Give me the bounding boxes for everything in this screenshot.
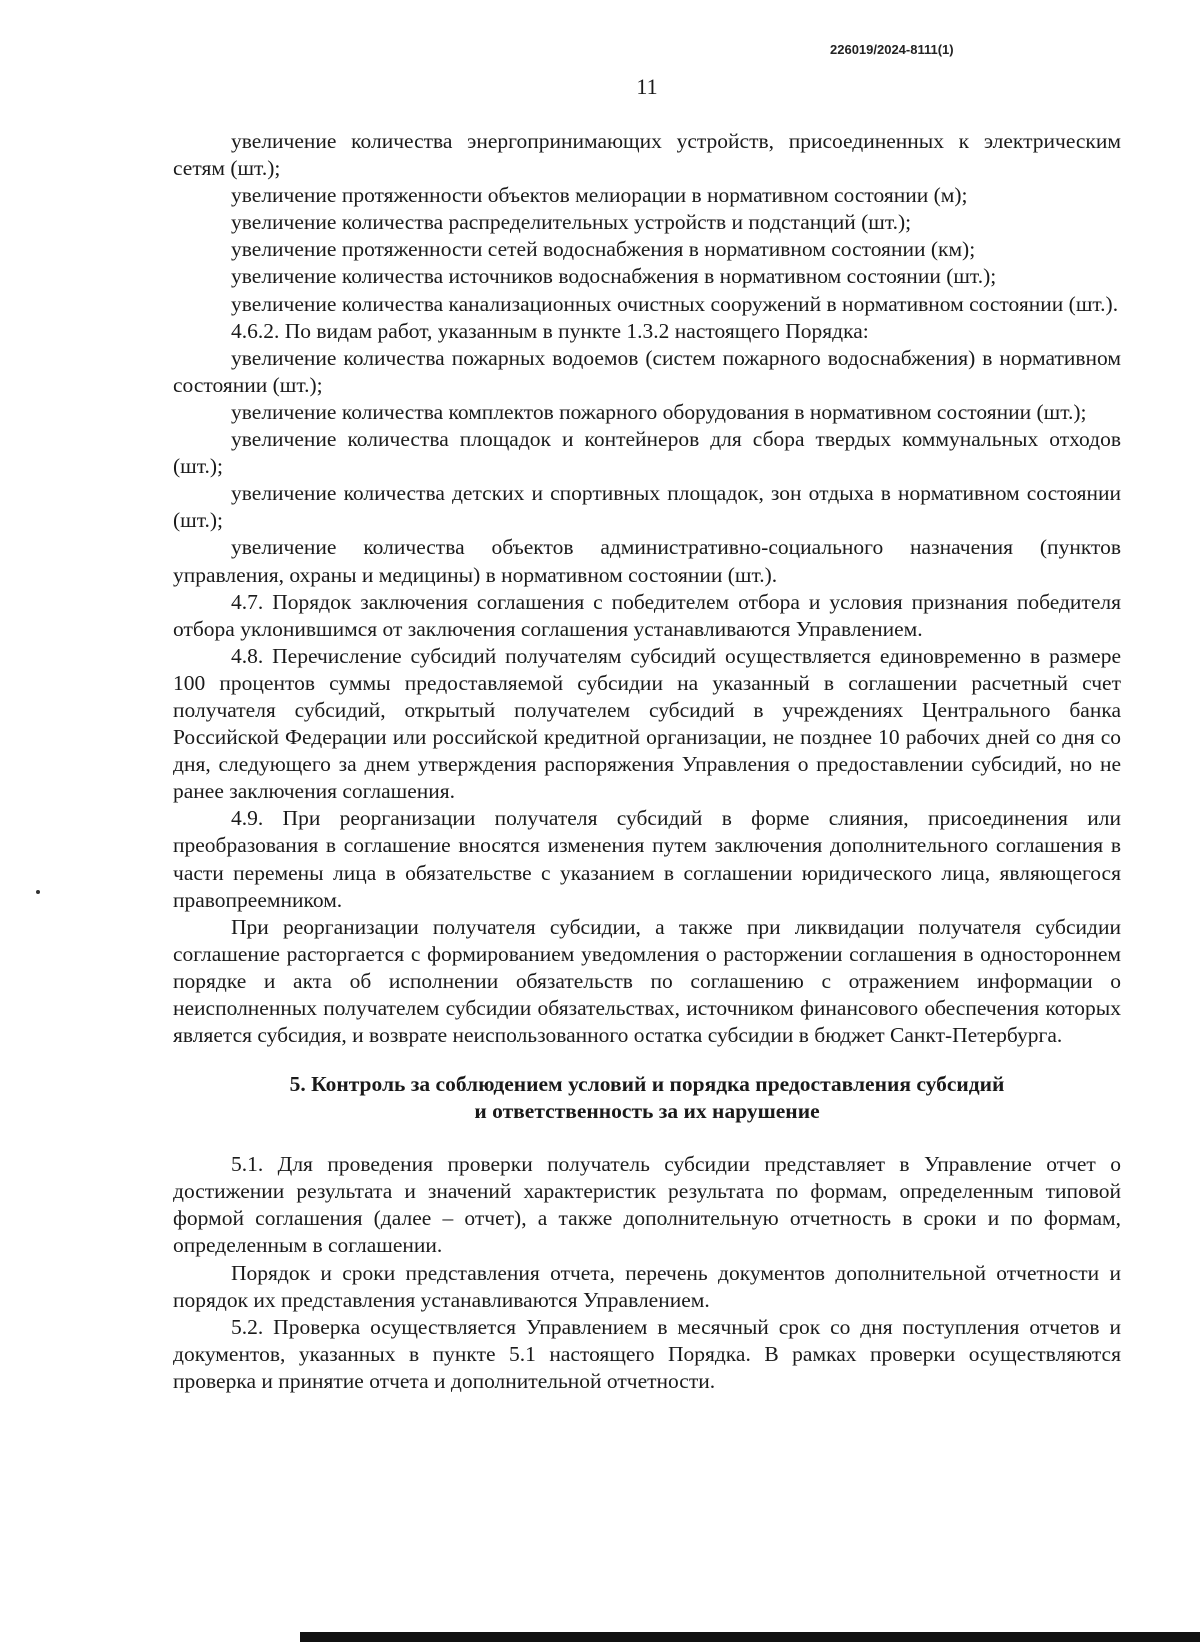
paragraph: увеличение количества канализационных очистных сооружений в нормативном состоянии (шт.).	[231, 291, 1119, 316]
clause-4-6-2: 4.6.2. По видам работ, указанным в пункте 1.3.2 настоящего Порядка:	[231, 318, 869, 343]
paragraph: увеличение количества комплектов пожарного оборудования в нормативном состоянии (шт.);	[231, 399, 1087, 424]
scan-bottom-edge-gap	[0, 1632, 300, 1642]
paragraph: увеличение количества распределительных устройств и подстанций (шт.);	[231, 210, 912, 235]
page-number: 11	[636, 74, 658, 99]
document-registration-number: 226019/2024-8111(1)	[830, 42, 954, 57]
scan-speck	[36, 890, 40, 894]
clause-5-1: 5.1. Для проведения проверки получатель субсидии представляет в Управление отчет о достижении результата и значений характеристик результата по формам, определенным типовой формой соглашения (далее – отчет), а также дополнительную отчетность в сроки и по формам, определенным в соглашении.	[173, 1152, 1121, 1258]
paragraph: увеличение протяженности сетей водоснабжения в нормативном состоянии (км);	[231, 237, 976, 262]
section-5-heading	[173, 1071, 1121, 1125]
paragraph: увеличение количества площадок и контейнеров для сбора твердых коммунальных отходов (шт.);	[173, 427, 1121, 479]
paragraph: увеличение количества объектов административно-социального назначения (пунктов управления, охраны и медицины) в нормативном состоянии (шт.).	[173, 535, 1121, 587]
clause-4-7: 4.7. Порядок заключения соглашения с победителем отбора и условия признания победителя отбора уклонившимся от заключения соглашения устанавливаются Управлением.	[173, 589, 1121, 641]
clause-4-9: 4.9. При реорганизации получателя субсидий в форме слияния, присоединения или преобразования в соглашение вносятся изменения путем заключения дополнительного соглашения в части перемены лица в обязательстве с указанием в соглашении юридического лица, являющегося правопреемником.	[173, 806, 1121, 912]
section-heading-line: 5. Контроль за соблюдением условий и порядка предоставления субсидий	[289, 1072, 1005, 1097]
clause-4-8: 4.8. Перечисление субсидий получателям субсидий осуществляется единовременно в размере 100 процентов суммы предоставляемой субсидии на указанный в соглашении расчетный счет получателя субсидий, открытый получателем субсидий в учреждениях Центрального банка Российской Федерации или российской кредитной организации, не позднее 10 рабочих дней со дня со дня, следующего за днем утверждения распоряжения Управления о предоставлении субсидий, но не ранее заключения соглашения.	[173, 643, 1121, 804]
paragraph: При реорганизации получателя субсидии, а также при ликвидации получателя субсидии соглашение расторгается с формированием уведомления о расторжении соглашения в одностороннем порядке и акта об исполнении обязательств по соглашению с отражением информации о неисполненных получателем субсидии обязательствах, источником финансового обеспечения которых является субсидия, и возврате неиспользованного остатка субсидии в бюджет Санкт-Петербурга.	[173, 914, 1121, 1048]
clause-5-2: 5.2. Проверка осуществляется Управлением в месячный срок со дня поступления отчетов и документов, указанных в пункте 5.1 настоящего Порядка. В рамках проверки осуществляются проверка и принятие отчета и дополнительной отчетности.	[173, 1314, 1121, 1393]
section-heading-line: и ответственность за их нарушение	[474, 1099, 820, 1124]
paragraph: увеличение количества пожарных водоемов (систем пожарного водоснабжения) в нормативном состоянии (шт.);	[173, 345, 1121, 397]
paragraph: увеличение протяженности объектов мелиорации в нормативном состоянии (м);	[231, 183, 968, 208]
paragraph: увеличение количества источников водоснабжения в нормативном состоянии (шт.);	[231, 264, 997, 289]
document-body	[173, 128, 1121, 1395]
paragraph: увеличение количества детских и спортивных площадок, зон отдыха в нормативном состоянии (шт.);	[173, 481, 1121, 533]
paragraph: увеличение количества энергопринимающих устройств, присоединенных к электрическим сетям (шт.);	[173, 129, 1121, 181]
paragraph: Порядок и сроки представления отчета, перечень документов дополнительной отчетности и порядок их представления устанавливаются Управлением.	[173, 1260, 1121, 1312]
